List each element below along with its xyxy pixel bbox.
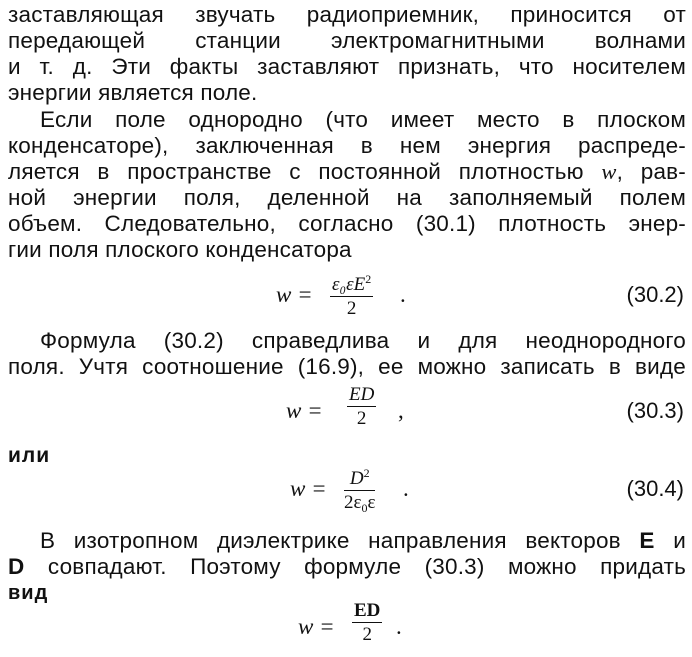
vector-E: E <box>639 528 655 553</box>
text-line: передающей станции электромагнитными волнами <box>8 28 686 53</box>
equation-number: (30.2) <box>626 282 684 307</box>
equation-punctuation: . <box>403 476 409 501</box>
paragraph-energy-carrier <box>8 2 686 106</box>
text-line: и т. д. Эти факты заставляют признать, что носителем <box>8 54 686 79</box>
paragraph-isotropic <box>8 528 686 606</box>
fraction <box>344 462 375 520</box>
paragraph-nonuniform-field <box>8 328 686 380</box>
text-line: заставляющая звучать радиоприемник, приносится от <box>8 2 686 27</box>
text-line <box>8 159 686 185</box>
text-line <box>8 528 686 554</box>
connector-word: или <box>8 444 51 467</box>
fraction-numerator: ED <box>354 600 381 621</box>
text-line: Формула (30.2) справедлива и для неоднородного <box>40 328 686 353</box>
fraction-numerator <box>330 268 373 296</box>
fraction-numerator <box>344 462 375 490</box>
equation-number: (30.4) <box>626 476 684 501</box>
text-line: вид <box>8 582 49 604</box>
text-line: конденсаторе), заключенная в нем энергия распреде- <box>8 133 686 158</box>
text-fragment: В изотропном диэлектрике направления векторов <box>40 528 621 553</box>
text-fragment: ляется в пространстве с постоянной плотностью <box>8 159 584 184</box>
fraction <box>347 384 376 431</box>
text-line <box>8 554 686 580</box>
fraction-denominator <box>344 491 375 520</box>
fraction-denominator: 2 <box>346 298 357 320</box>
fraction-numerator: ED <box>349 384 375 405</box>
equation-30-3 <box>0 384 692 440</box>
superscript: 2 <box>363 466 370 480</box>
fraction <box>352 600 382 647</box>
fraction-denominator: 2 <box>362 624 372 646</box>
text-line: Если поле однородно (что имеет место в плоском <box>40 107 686 132</box>
equation-lhs: w = <box>286 398 323 423</box>
subscript: 0 <box>361 501 368 516</box>
equation-30-2 <box>0 268 692 324</box>
equation-30-4 <box>0 462 692 518</box>
denominator-text: 2ε <box>344 492 362 514</box>
equation-lhs: w = <box>276 282 313 307</box>
text-line: объем. Следовательно, согласно (30.1) плотность энер- <box>8 211 686 236</box>
equation-vector-form <box>0 600 692 656</box>
fraction <box>330 268 373 321</box>
equation-punctuation: . <box>400 282 406 307</box>
text-line: ной энергии поля, деленной на заполняемый полем <box>8 185 686 210</box>
paragraph-uniform-field <box>8 107 686 263</box>
fraction-denominator: 2 <box>356 408 367 430</box>
numerator-text: D <box>349 468 364 489</box>
equation-number: (30.3) <box>626 398 684 423</box>
text-line: гии поля плоского конденсатора <box>8 237 352 262</box>
text-fragment: и <box>673 528 686 553</box>
denominator-text: ε <box>367 492 376 514</box>
superscript: 2 <box>365 272 372 286</box>
variable-w: w <box>601 159 617 184</box>
vector-D: D <box>8 554 25 579</box>
numerator-text: ε₀εE <box>332 274 366 295</box>
equation-punctuation: . <box>396 614 402 639</box>
equation-punctuation: , <box>398 398 404 423</box>
text-line: поля. Учтя соотношение (16.9), ее можно записать в виде <box>8 354 686 379</box>
text-line: энергии является поле. <box>8 80 258 105</box>
equation-lhs: w = <box>298 614 335 639</box>
equation-lhs: w = <box>290 476 327 501</box>
text-fragment: , рав- <box>616 159 687 184</box>
text-fragment: совпадают. Поэтому формуле (30.3) можно придать <box>47 554 686 579</box>
